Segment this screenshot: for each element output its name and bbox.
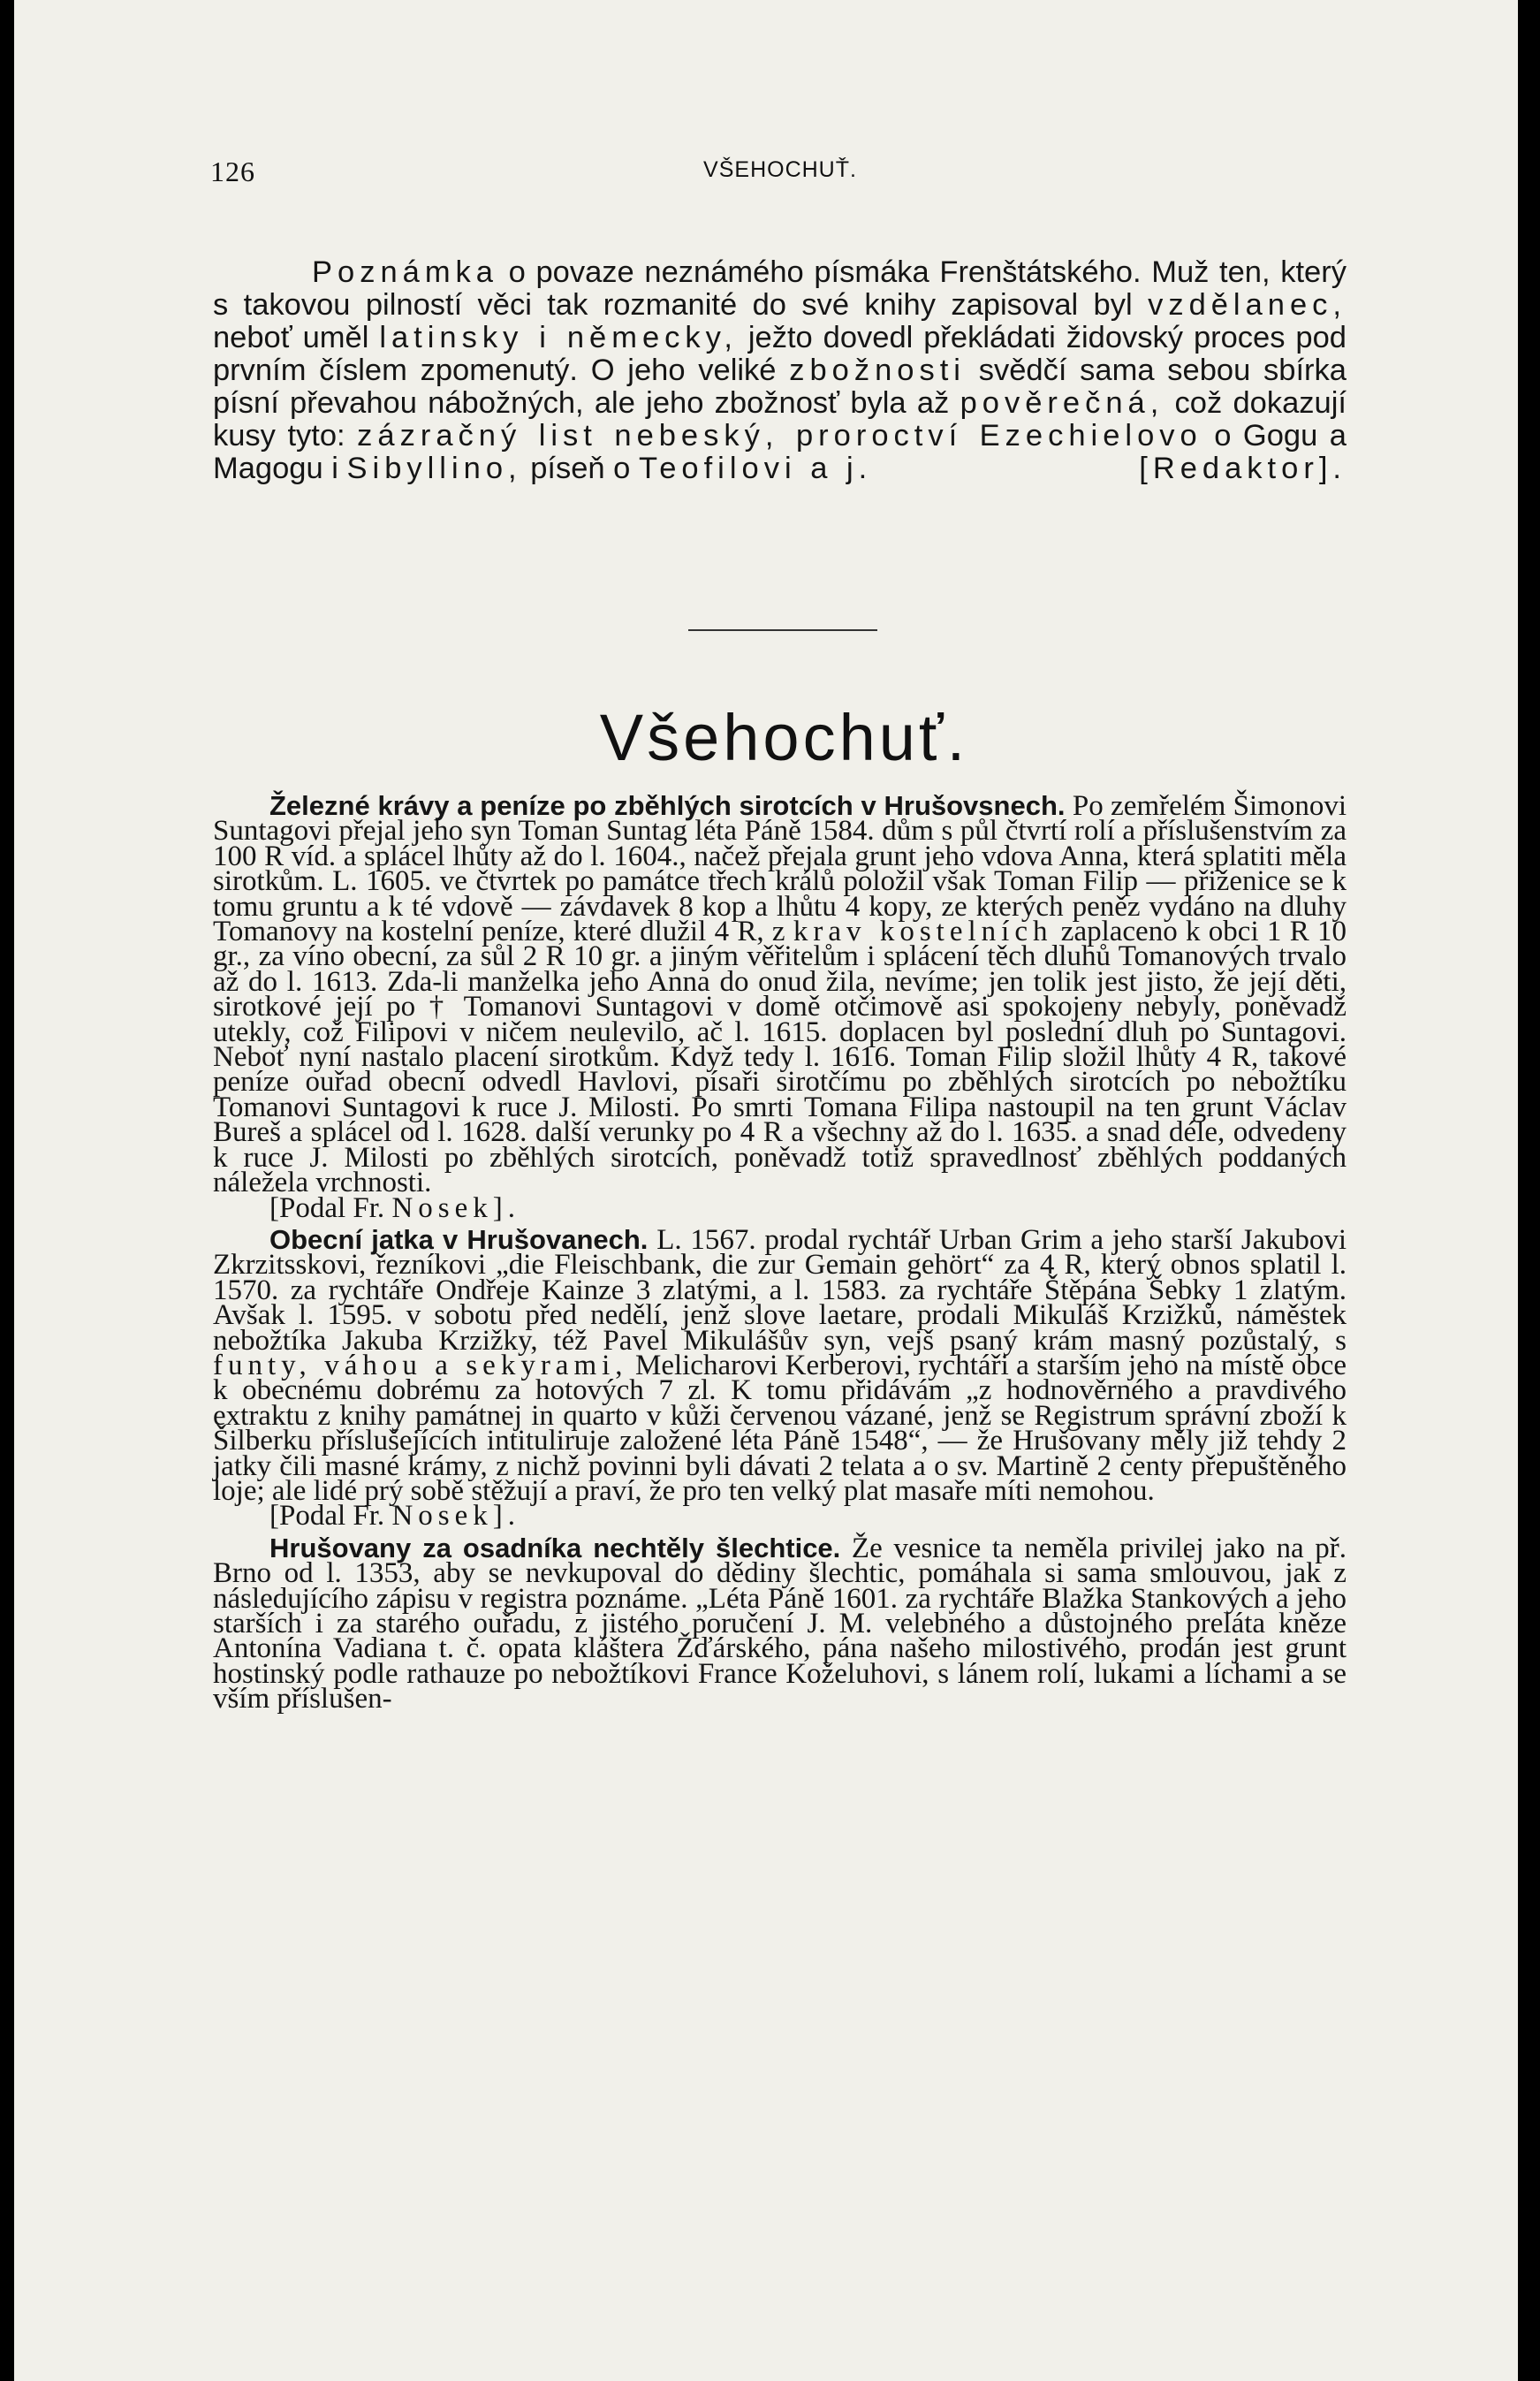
- article-paragraph: Obecní jatka v Hrušovanech. L. 1567. prodal rychtář Urban Grim a jeho starší Jakubovi Zkrzitsskovi, řezníkovi „die Fleischbank, die zur Gemain gehört“ za 4 R, který obnos splatil l. 1570. za rychtáře Ondřeje Kainze 3 zlatými, a l. 1583. za rychtáře Štěpána Šebky 1 zlatým. Avšak l. 1595. v sobotu před nedělí, jenž slove laetare, prodali Mikuláš Krzižků, náměstek nebožtíka Jakuba Krzižky, též Pavel Mikulášův syn, vejš psaný krám masný pozůstalý, s funty, váhou a sekyrami, Melicharovi Kerberovi, rychtáři a starším jeho na místě obce k obecnému dobrému za hotových 7 zl. K tomu přidávám „z hodnověrného a pravdivého extraktu z knihy památnej in quarto v kůži červenou vázané, jenž se Registrum správní zboží k Šilberku příslušejících intituliruje založené léta Páně 1548“, — že Hrušovany měly již tehdy 2 jatky čili masné krámy, z nichž povinni byli dávati 2 telata a o sv. Martině 2 centy přepuštěného loje; ale lidé prý sobě stěžují a praví, že pro ten velký plat masaře míti nemohou.: [213, 1223, 1347, 1507]
- article-paragraph: Železné krávy a peníze po zběhlých sirotcích v Hrušovsnech. Po zemřelém Šimonovi Suntagovi přejal jeho syn Toman Suntag léta Páně 1584. dům s půl čtvrtí rolí a příslušenstvím za 100 R víd. a splácel lhůty až do l. 1604., načež přejala grunt jeho vdova Anna, která splatiti měla sirotkům. L. 1605. ve čtvrtek po památce třech králů položil však Toman Filip — přiženice se k tomu gruntu a k té vdově — závdavek 8 kop a lhůtu 4 kopy, ze kterých peněz vydáno na dluhy Tomanovy na kostelní peníze, které dlužil 4 R, z krav kostelních zaplaceno k obci 1 R 10 gr., za víno obecní, za sůl 2 R 10 gr. a jiným věřitelům i splácení těch dluhů Tomanových trvalo až do l. 1613. Zda-li manželka jeho Anna do onud žila, nevíme; jen tolik jest jisto, že její děti, sirotkové její po † Tomanovi Suntagovi v domě otčimově asi spokojeny nebyly, poněvadž utekly, což Filipovi v ničem neulevilo, ač l. 1615. doplacen byl poslední dluh po Suntagovi. Neboť nyní nastalo placení sirotkům. Když tedy l. 1616. Toman Filip složil lhůty 4 R, takové peníze ouřad obecní odvedl Havlovi, písaři sirotčímu po zběhlých sirotcích po nebožtíku Tomanovi Suntagovi k ruce J. Milosti. Po smrti Tomana Filipa nastoupil na ten grunt Václav Bureš a splácel od l. 1628. další verunky po 4 R a všechny až do l. 1635. a snad déle, odvedeny k ruce J. Milosti po zběhlých sirotcích, poněvadž totiž spravedlnosť zběhlých poddaných náležela vrchnosti.: [213, 790, 1347, 1199]
- article-heading: Hrušovany za osadníka nechtěly šlechtice.: [269, 1532, 841, 1563]
- section-divider: [688, 629, 877, 631]
- articles: [213, 790, 1347, 1715]
- article-signature: [Podal Fr. Nosek].: [269, 1191, 520, 1224]
- editor-note: [213, 256, 1347, 485]
- article-heading: Obecní jatka v Hrušovanech.: [269, 1223, 649, 1255]
- running-title: VŠEHOCHUŤ.: [703, 157, 857, 182]
- page-number: 126: [210, 156, 255, 187]
- section-title: Všehochuť.: [599, 701, 969, 774]
- article-paragraph: Hrušovany za osadníka nechtěly šlechtice. Že vesnice ta neměla privilej jako na př. Brno od l. 1353, aby se nevkupoval do dědiny šlechtic, pomáhala si sama smlouvou, jak z následujícího zápisu v registra poznáme. „Léta Páně 1601. za rychtáře Blažka Stankových a jeho starších i za starého ouřadu, z jistého poručení J. M. velebného a důstojného preláta kněze Antonína Vadiana t. č. opata kláštera Žďárského, pána našeho milostivého, prodán jest grunt hostinský podle rathauze po nebožtíkovi France Koželuhovi, s lánem rolí, lukami a líchami a se vším příslušen-: [213, 1532, 1347, 1715]
- note-paragraph: Poznámka o povaze neznámého písmáka Frenštátského. Muž ten, který s takovou pilností věci tak rozmanité do své knihy zapisoval byl vzdělanec, neboť uměl latinsky i německy, ježto dovedl překládati židovský proces pod prvním číslem zpomenutý. O jeho veliké zbožnosti svědčí sama sebou sbírka písní převahou nábožných, ale jeho zbožnosť byla až pověrečná, což dokazují kusy tyto: zázračný list nebeský, proroctví Ezechielovo o Gogu a Magogu i Sibyllino, píseň o Teofilovi a j. [Redaktor].: [213, 255, 1347, 485]
- book-page: [14, 0, 1518, 2381]
- note-editor-signature: [Redaktor].: [1139, 452, 1347, 485]
- running-header: [210, 156, 1350, 200]
- article-signature: [Podal Fr. Nosek].: [269, 1500, 520, 1533]
- article-heading: Železné krávy a peníze po zběhlých sirotcích v Hrušovsnech.: [269, 790, 1066, 821]
